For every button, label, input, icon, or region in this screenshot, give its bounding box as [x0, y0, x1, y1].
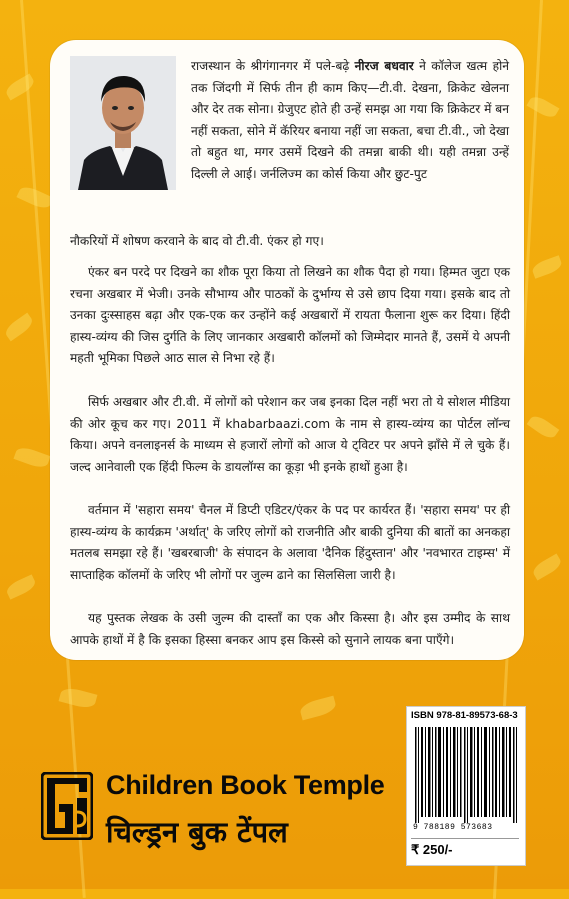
- publisher-logo-icon: [41, 772, 93, 840]
- intro-continuation: नौकरियों में शोषण करवाने के बाद वो टी.वी. एंकर हो गए।: [70, 234, 324, 248]
- paragraph-4: यह पुस्तक लेखक के उसी जुल्म की दास्ताँ का एक और किस्सा है। और इस उम्मीद के साथ आपके हाथों में है कि इसका हिस्सा बनकर आप इस किस्से को सुनाने लायक बना पाएँगे।: [70, 611, 510, 647]
- intro-prefix: राजस्थान के श्रीगंगानगर में पले-बढ़े: [191, 59, 355, 73]
- author-intro: [191, 56, 509, 185]
- barcode: [413, 727, 519, 823]
- isbn-barcode-box: [406, 706, 526, 866]
- paragraph-2: सिर्फ अखबार और टी.वी. में लोगों को परेशान कर जब इनका दिल नहीं भरा तो ये सोशल मीडिया की ओर कूच कर गए। 2011 में khabarbaazi.com के नाम से हास्य-व्यंग्य का पोर्टल लॉन्च किया। अपने वनलाइनर्स के माध्यम से हजारों लोगों को आज ये ट्विटर पर अपने झाँसे में ले चुके हैं। जल्द आनेवाली एक हिंदी फिल्म के डायलॉग्स का कूड़ा भी इनके हाथों हुआ है।: [70, 395, 510, 474]
- intro-rest: ने कॉलेज खत्म होने तक जिंदगी में सिर्फ तीन ही काम किए—टी.वी. देखना, क्रिकेट खेलना और देर तक सोना। ग्रेजुएट होते ही उन्हें समझ आ गया कि क्रिकेटर में बन नहीं सकता, सोने में कॅरियर बनाया नहीं जा सकता, बचा टी.वी., जो देखा तो बहुत था, मगर उसमें दिखने की तमन्ना बाकी थी। यही तमन्ना उन्हें दिल्ली ले आई। जर्नलिज्म का कोर्स किया और छुट-पुट: [191, 59, 509, 181]
- barcode-digits: 9 788189 573683: [413, 823, 493, 832]
- price: ₹ 250/-: [411, 838, 519, 858]
- isbn-label: ISBN 978-81-89573-68-3: [411, 710, 518, 721]
- publisher-name-english: Children Book Temple: [106, 770, 385, 800]
- author-photo: [70, 56, 176, 190]
- paragraph-3: वर्तमान में 'सहारा समय' चैनल में डिप्टी एडिटर/एंकर के पद पर कार्यरत हैं। 'सहारा समय' पर ही हास्य-व्यंग्य के कार्यक्रम 'अर्थात्' के जरिए लोगों को राजनीति और बाकी दुनिया की बातों का अनकहा मतलब समझा रहे हैं। 'खबरबाजी' के संपादन के अलावा 'दैनिक हिंदुस्तान' और 'नवभारत टाइम्स' में साप्ताहिक कॉलमों के जरिए भी लोगों पर जुल्म ढाने का सिलसिला जारी है।: [70, 503, 510, 582]
- publisher-name-hindi: चिल्ड्रन बुक टेंपल: [106, 815, 288, 849]
- author-name: नीरज बधवार: [354, 59, 414, 73]
- paragraph-1: एंकर बन परदे पर दिखने का शौक पूरा किया तो लिखने का शौक पैदा हो गया। हिम्मत जुटा एक रचना अखबार में भेजी। उनके सौभाग्य और पाठकों के दुर्भाग्य से उसे छाप दिया गया। इसके बाद तो उनका दुःस्साहस बढ़ा और एक-एक कर उन्होंने कई अखबारों में रायता फैलाना शुरू कर दिया। हिंदी हास्य-व्यंग्य की जिस दुर्गति के लिए जानकार अखबारी कॉलमों को जिम्मेदार मानते हैं, उसमें ये अपनी महती भूमिका पिछले आठ साल से निभा रहे हैं।: [70, 265, 510, 365]
